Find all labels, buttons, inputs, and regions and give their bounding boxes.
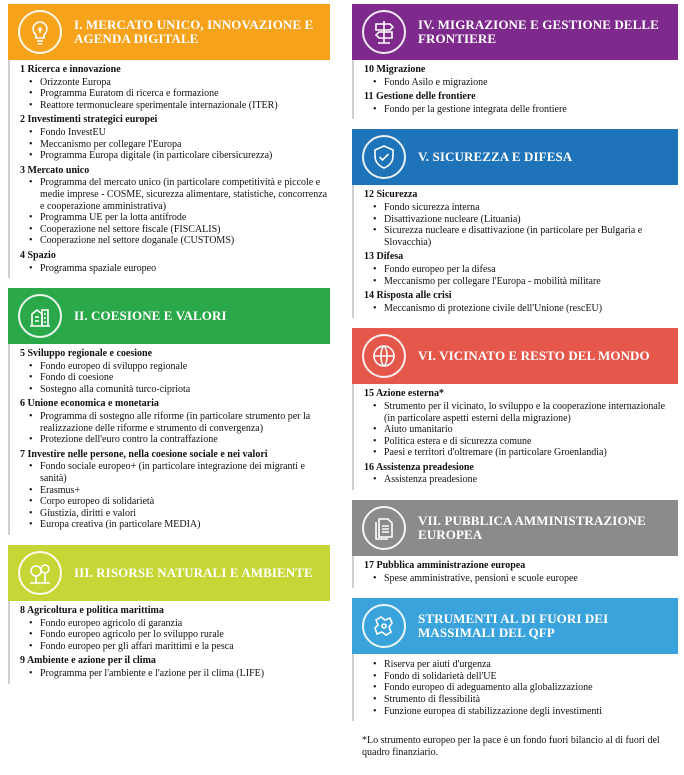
list-item: • Reattore termonucleare sperimentale internazionale (ITER): [20, 100, 330, 112]
shield-icon: [362, 135, 406, 179]
left-column: [8, 4, 330, 694]
footnote: *Lo strumento europeo per la pace è un fondo fuori bilancio al di fuori del quadro finanziario.: [362, 735, 660, 759]
heading-block-II: [8, 288, 330, 535]
heading-title: III. RISORSE NATURALI E AMBIENTE: [74, 565, 313, 580]
list-item: • Meccanismo di protezione civile dell'Unione (rescEU): [364, 303, 678, 315]
heading-block-V: [352, 129, 678, 318]
heading-banner: [352, 598, 678, 654]
list-item: • Fondo europeo per gli affari marittimi e la pesca: [20, 641, 330, 653]
list-item: • Corpo europeo di solidarietà: [20, 496, 330, 508]
list-item: • Politica estera e di sicurezza comune: [364, 436, 678, 448]
list-item: • Fondo europeo agricolo di garanzia: [20, 618, 330, 630]
list-item: • Fondo europeo per la difesa: [364, 264, 678, 276]
section-list: [364, 202, 678, 248]
section-list: [364, 659, 678, 717]
list-item: • Meccanismo per collegare l'Europa - mobilità militare: [364, 276, 678, 288]
list-item: • Fondo Asilo e migrazione: [364, 77, 678, 89]
list-item: • Fondo europeo di sviluppo regionale: [20, 361, 330, 373]
list-item: • Meccanismo per collegare l'Europa: [20, 139, 330, 151]
documents-icon: [362, 506, 406, 550]
list-item: • Paesi e territori d'oltremare (in particolare Groenlandia): [364, 447, 678, 459]
section-list: [20, 618, 330, 653]
section-title: 10 Migrazione: [364, 64, 426, 75]
section-list: [20, 668, 330, 680]
lightbulb-icon: [18, 10, 62, 54]
list-item: • Disattivazione nucleare (Lituania): [364, 214, 678, 226]
list-item: • Programma di sostegno alle riforme (in particolare strumento per la realizzazione delle riforme e strumento di convergenza): [20, 411, 330, 434]
section-list: [364, 573, 678, 585]
section-title: 15 Azione esterna*: [364, 388, 444, 400]
list-item: • Strumento di flessibilità: [364, 694, 678, 706]
signpost-icon: [362, 10, 406, 54]
list-item: • Fondo di solidarietà dell'UE: [364, 671, 678, 683]
heading-block-I: [8, 4, 330, 278]
heading-block-strumenti: [352, 598, 678, 721]
list-item: • Programma per l'ambiente e l'azione per il clima (LIFE): [20, 668, 330, 680]
list-item: • Europa creativa (in particolare MEDIA): [20, 519, 330, 531]
section-title: 13 Difesa: [364, 251, 404, 263]
list-item: • Fondo InvestEU: [20, 127, 330, 139]
list-item: • Programma del mercato unico (in particolare competitività e piccole e medie imprese - COSME, sicurezza alimentare, statistiche, concorrenza e cooperazione amministrativa): [20, 177, 330, 212]
list-item: • Sostegno alla comunità turco-cipriota: [20, 384, 330, 396]
section-title: 8 Agricoltura e politica marittima: [20, 605, 164, 616]
section-list: [364, 104, 678, 116]
list-item: • Orizzonte Europa: [20, 77, 330, 89]
section-list: [364, 474, 678, 486]
heading-body: [10, 60, 330, 276]
heading-banner: [352, 328, 678, 384]
heading-body: [354, 556, 678, 586]
right-column: [352, 4, 678, 759]
trees-icon: [18, 551, 62, 595]
heading-banner: [8, 545, 330, 601]
section-title: 3 Mercato unico: [20, 164, 90, 176]
list-item: • Aiuto umanitario: [364, 424, 678, 436]
heading-banner: [8, 4, 330, 60]
section-list: [364, 77, 678, 89]
list-item: • Sicurezza nucleare e disattivazione (in particolare per Bulgaria e Slovacchia): [364, 225, 678, 248]
heading-body: [354, 60, 678, 117]
list-item: • Fondo sicurezza interna: [364, 202, 678, 214]
section-title: 17 Pubblica amministrazione europea: [364, 560, 526, 572]
list-item: • Programma spaziale europeo: [20, 263, 330, 275]
section-list: [20, 177, 330, 247]
section-list: [20, 263, 330, 275]
list-item: • Riserva per aiuti d'urgenza: [364, 659, 678, 671]
list-item: • Erasmus+: [20, 485, 330, 497]
section-title: 4 Spazio: [20, 249, 56, 261]
section-title: 9 Ambiente e azione per il clima: [20, 655, 156, 667]
section-list: [364, 303, 678, 315]
list-item: • Programma Europa digitale (in particolare cibersicurezza): [20, 150, 330, 162]
heading-body: [10, 344, 330, 533]
section-title: 1 Ricerca e innovazione: [20, 64, 121, 75]
list-item: • Strumento per il vicinato, lo sviluppo e la cooperazione internazionale (in particolare aspetti esterni della migrazione): [364, 401, 678, 424]
section-title: 6 Unione economica e monetaria: [20, 398, 159, 410]
section-title: 11 Gestione delle frontiere: [364, 91, 476, 103]
heading-body: [354, 654, 678, 719]
section-title: 14 Risposta alle crisi: [364, 290, 452, 302]
heading-banner: [352, 129, 678, 185]
heading-banner: [8, 288, 330, 344]
list-item: • Cooperazione nel settore fiscale (FISCALIS): [20, 224, 330, 236]
list-item: • Cooperazione nel settore doganale (CUSTOMS): [20, 235, 330, 247]
section-list: [20, 411, 330, 446]
list-item: • Assistenza preadesione: [364, 474, 678, 486]
heading-title: VII. PUBBLICA AMMINISTRAZIONE EUROPEA: [418, 513, 646, 543]
section-title: 5 Sviluppo regionale e coesione: [20, 348, 153, 360]
heading-body: [10, 601, 330, 682]
section-list: [20, 77, 330, 112]
section-title: 7 Investire nelle persone, nella coesione sociale e nei valori: [20, 448, 268, 460]
list-item: • Giustizia, diritti e valori: [20, 508, 330, 520]
section-list: [20, 461, 330, 531]
list-item: • Fondo per la gestione integrata delle frontiere: [364, 104, 678, 116]
list-item: • Fondo europeo di adeguamento alla globalizzazione: [364, 682, 678, 694]
heading-block-IV: [352, 4, 678, 119]
list-item: • Fondo di coesione: [20, 372, 330, 384]
heading-body: [354, 185, 678, 316]
heading-title: II. COESIONE E VALORI: [74, 308, 227, 324]
map-icon: [362, 604, 406, 648]
section-list: [364, 401, 678, 459]
heading-title: IV. MIGRAZIONE E GESTIONE DELLE FRONTIERE: [418, 17, 659, 46]
heading-title: I. MERCATO UNICO, INNOVAZIONE E AGENDA DIGITALE: [74, 17, 314, 46]
section-title: 16 Assistenza preadesione: [364, 461, 474, 473]
heading-banner: [352, 4, 678, 60]
list-item: • Programma Euratom di ricerca e formazione: [20, 88, 330, 100]
list-item: • Programma UE per la lotta antifrode: [20, 212, 330, 224]
list-item: • Fondo europeo agricolo per lo sviluppo rurale: [20, 629, 330, 641]
buildings-icon: [18, 294, 62, 338]
heading-banner: [352, 500, 678, 556]
list-item: • Fondo sociale europeo+ (in particolare integrazione dei migranti e sanità): [20, 461, 330, 484]
heading-block-VI: [352, 328, 678, 490]
section-list: [20, 127, 330, 162]
heading-title: VI. VICINATO E RESTO DEL MONDO: [418, 348, 650, 364]
heading-title: STRUMENTI AL DI FUORI DEI MASSIMALI DEL QFP: [418, 611, 609, 641]
globe-icon: [362, 334, 406, 378]
heading-block-VII: [352, 500, 678, 588]
heading-title: V. SICUREZZA E DIFESA: [418, 149, 573, 165]
section-list: [20, 361, 330, 396]
section-list: [364, 264, 678, 287]
list-item: • Protezione dell'euro contro la contraffazione: [20, 434, 330, 446]
heading-body: [354, 384, 678, 488]
heading-block-III: [8, 545, 330, 684]
section-title: 12 Sicurezza: [364, 189, 418, 201]
list-item: • Spese amministrative, pensioni e scuole europee: [364, 573, 678, 585]
section-title: 2 Investimenti strategici europei: [20, 114, 158, 126]
list-item: • Funzione europea di stabilizzazione degli investimenti: [364, 706, 678, 718]
